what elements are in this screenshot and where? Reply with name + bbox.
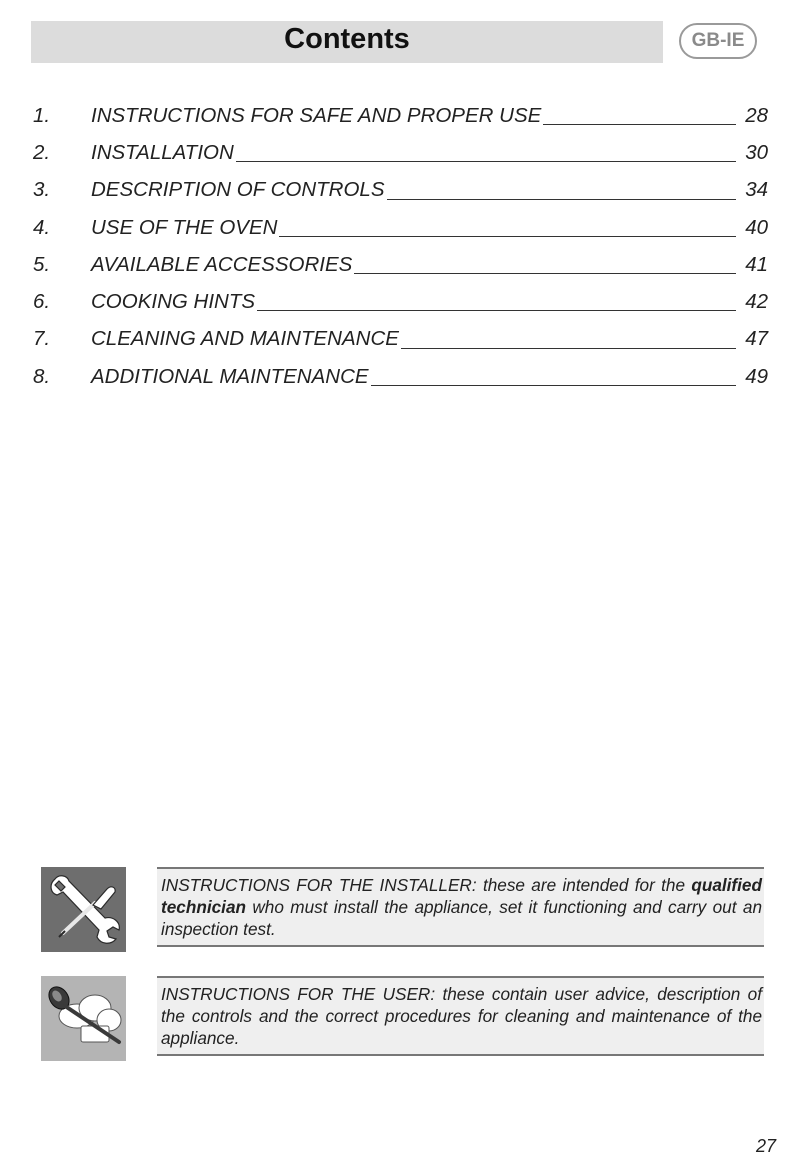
installer-note-text <box>157 867 764 947</box>
toc-entry[interactable] <box>33 358 768 395</box>
table-of-contents <box>33 97 768 395</box>
toc-number: 5. <box>33 252 51 276</box>
user-note-text: INSTRUCTIONS FOR THE USER: these contain user advice, description of the controls and the correct procedures for cleaning and maintenance of the appliance. <box>157 976 764 1056</box>
toc-leader <box>387 177 737 200</box>
toc-leader <box>279 214 736 237</box>
toc-entry[interactable] <box>33 246 768 283</box>
toc-page: 30 <box>745 140 768 164</box>
toc-entry[interactable] <box>33 172 768 209</box>
toc-entry[interactable] <box>33 97 768 134</box>
toc-number: 2. <box>33 140 51 164</box>
chef-hat-spoon-icon <box>41 976 126 1061</box>
toc-label: CLEANING AND MAINTENANCE <box>91 327 399 351</box>
toc-entry[interactable] <box>33 321 768 358</box>
toc-entry[interactable] <box>33 283 768 320</box>
toc-page: 42 <box>745 290 768 314</box>
installer-note-suffix: who must install the appliance, set it functioning and carry out an inspection test. <box>161 897 762 939</box>
country-badge: GB-IE <box>679 23 757 59</box>
toc-leader <box>236 140 736 163</box>
toc-label: USE OF THE OVEN <box>91 215 278 239</box>
installer-note-prefix: INSTRUCTIONS FOR THE INSTALLER: these are intended for the <box>161 875 692 895</box>
toc-number: 8. <box>33 364 51 388</box>
installer-note-bold: qualified technician <box>161 875 762 917</box>
toc-label: AVAILABLE ACCESSORIES <box>91 252 353 276</box>
toc-page: 49 <box>745 364 768 388</box>
page-number: 27 <box>755 1136 776 1156</box>
toc-leader <box>401 326 736 349</box>
toc-number: 1. <box>33 103 51 127</box>
toc-leader <box>371 363 736 386</box>
toc-label: ADDITIONAL MAINTENANCE <box>91 364 369 388</box>
title-bar <box>31 21 663 63</box>
toc-number: 4. <box>33 215 51 239</box>
toc-label: COOKING HINTS <box>91 290 256 314</box>
toc-label: INSTALLATION <box>91 140 234 164</box>
toc-page: 47 <box>745 327 768 351</box>
toc-leader <box>543 102 736 125</box>
toc-number: 6. <box>33 290 51 314</box>
toc-page: 28 <box>745 103 768 127</box>
toc-label: DESCRIPTION OF CONTROLS <box>91 178 385 202</box>
toc-number: 3. <box>33 178 51 202</box>
toc-number: 7. <box>33 327 51 351</box>
toc-page: 34 <box>745 178 768 202</box>
toc-leader <box>354 252 736 275</box>
toc-entry[interactable] <box>33 209 768 246</box>
toc-page: 41 <box>745 252 768 276</box>
toc-entry[interactable] <box>33 134 768 171</box>
toc-leader <box>257 289 736 312</box>
wrench-screwdriver-icon <box>41 867 126 952</box>
toc-page: 40 <box>745 215 768 239</box>
page-title: Contents <box>284 22 410 55</box>
toc-label: INSTRUCTIONS FOR SAFE AND PROPER USE <box>91 103 542 127</box>
